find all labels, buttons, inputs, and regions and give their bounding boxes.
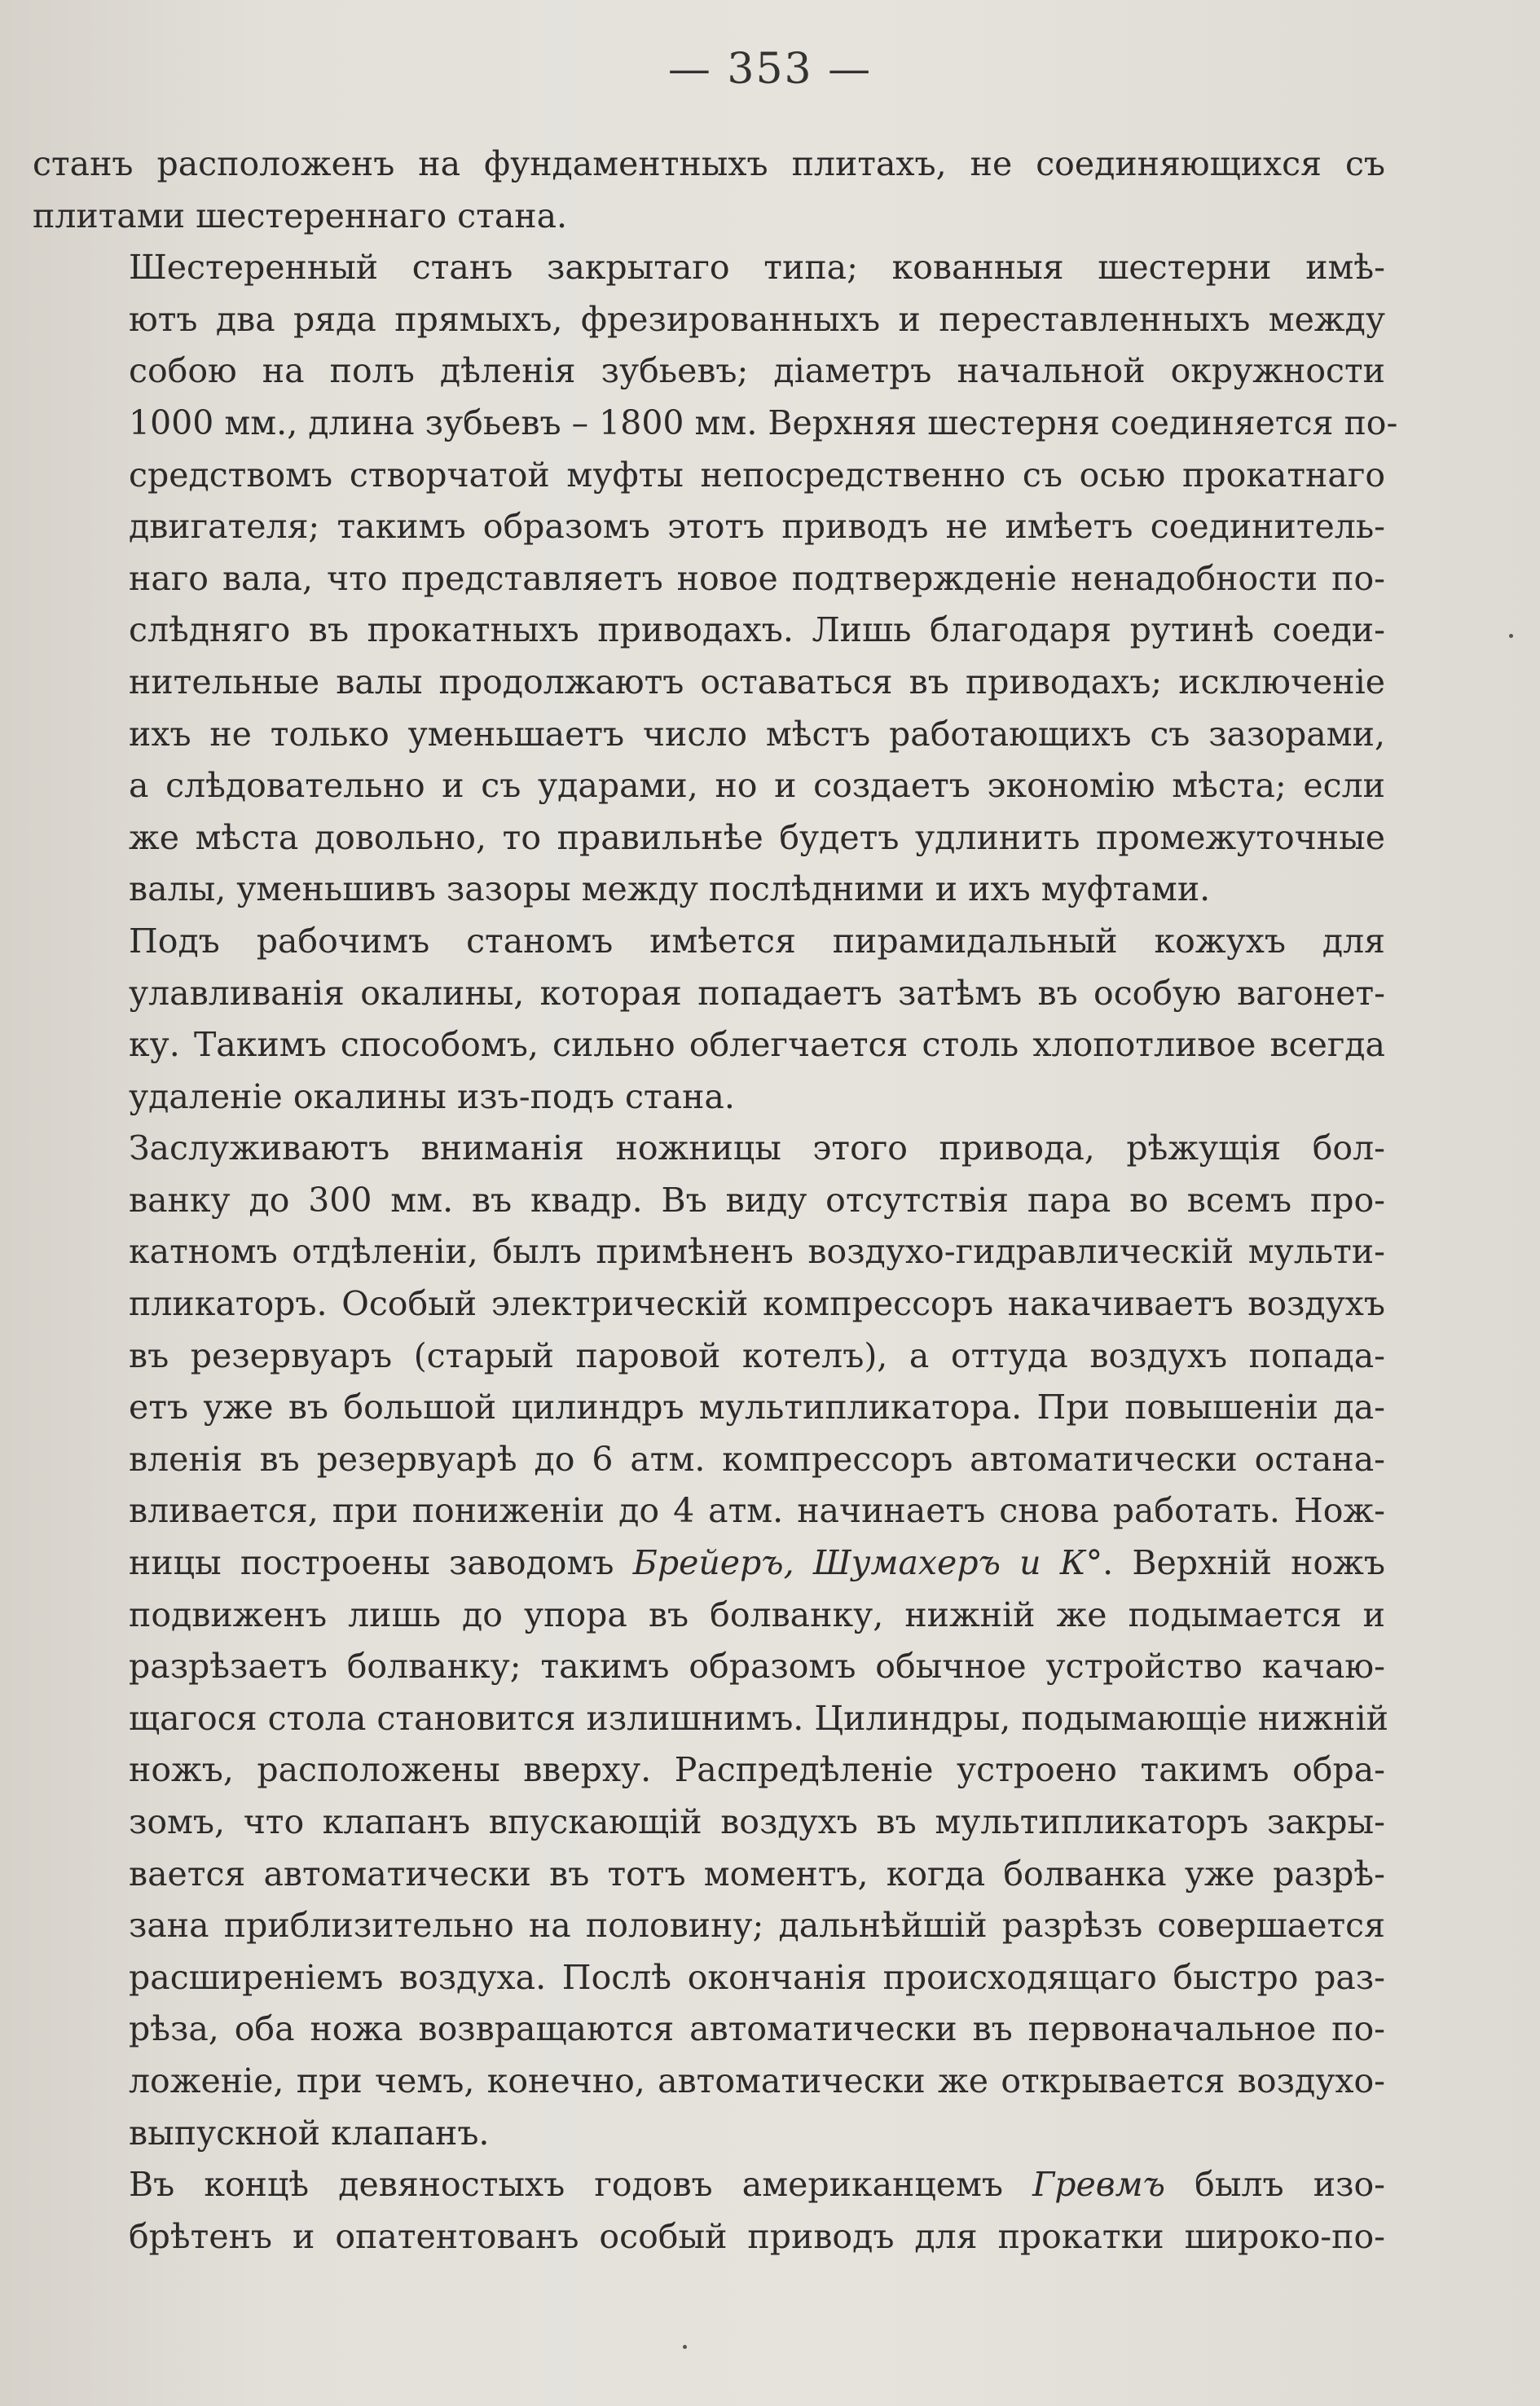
italic-name: Брейеръ, Шумахеръ и К° — [632, 1543, 1103, 1583]
text-line: ванку до 300 мм. въ квадр. Въ виду отсутствія пара во всемъ про- — [129, 1180, 1385, 1220]
text-line: средствомъ створчатой муфты непосредственно съ осью прокатнаго — [129, 455, 1385, 495]
paper-speck — [683, 2345, 687, 2349]
paragraph-5 — [33, 2159, 1385, 2263]
text-line: разрѣзаетъ болванку; такимъ образомъ обычное устройство качаю- — [129, 1647, 1385, 1687]
text-line: щагося стола становится излишнимъ. Цилиндры, подымающіе нижній — [129, 1698, 1388, 1738]
paragraph-1 — [33, 139, 1385, 242]
text-line: плитами шестереннаго стана. — [33, 196, 568, 235]
text-line: ножъ, расположены вверху. Распредѣленіе устроено такимъ обра- — [129, 1750, 1385, 1790]
text-line: выпускной клапанъ. — [129, 2113, 490, 2153]
text-line: же мѣста довольно, то правильнѣе будетъ удлинить промежуточные — [129, 817, 1385, 857]
paper-speck — [1509, 634, 1513, 638]
text-line: ютъ два ряда прямыхъ, фрезированныхъ и переставленныхъ между — [129, 299, 1385, 339]
text-line: а слѣдовательно и съ ударами, но и создаетъ экономію мѣста; если — [129, 766, 1385, 806]
text-line: брѣтенъ и опатентованъ особый приводъ для прокатки широко-по- — [129, 2216, 1385, 2256]
paragraph-3 — [33, 916, 1385, 1123]
body-text — [33, 139, 1398, 2263]
text-line: Заслуживаютъ вниманія ножницы этого привода, рѣжущія бол- — [129, 1128, 1385, 1168]
text-line: ложеніе, при чемъ, конечно, автоматически же открывается воздухо- — [129, 2061, 1385, 2100]
text-line: вливается, при пониженіи до 4 атм. начинаетъ снова работать. Нож- — [129, 1491, 1385, 1531]
paragraph-2 — [33, 242, 1398, 916]
text-line: улавливанія окалины, которая попадаетъ затѣмъ въ особую вагонет- — [129, 973, 1385, 1013]
text-line: етъ уже въ большой цилиндръ мультипликатора. При повышеніи да- — [129, 1388, 1385, 1427]
text-line: зана приблизительно на половину; дальнѣйшій разрѣзъ совершается — [129, 1906, 1385, 1946]
text-line: Подъ рабочимъ станомъ имѣется пирамидальный кожухъ для — [129, 921, 1385, 961]
text-line: 1000 мм., длина зубьевъ – 1800 мм. Верхняя шестерня соединяется по- — [129, 402, 1398, 442]
text-line: ку. Такимъ способомъ, сильно облегчается столь хлопотливое всегда — [129, 1025, 1385, 1065]
text-line: въ резервуаръ (старый паровой котелъ), а оттуда воздухъ попада- — [129, 1335, 1385, 1375]
text-line: двигателя; такимъ образомъ этотъ приводъ не имѣетъ соединитель- — [129, 507, 1385, 547]
text-line: нительные валы продолжаютъ оставаться въ приводахъ; исключеніе — [129, 662, 1385, 702]
text-line: слѣдняго въ прокатныхъ приводахъ. Лишь благодаря рутинѣ соеди- — [129, 610, 1385, 650]
text-line: Шестеренный станъ закрытаго типа; кованныя шестерни имѣ- — [129, 248, 1385, 288]
text-line: зомъ, что клапанъ впускающій воздухъ въ мультипликаторъ закры- — [129, 1802, 1385, 1841]
text-line: расширеніемъ воздуха. Послѣ окончанія происходящаго быстро раз- — [129, 1957, 1385, 1997]
text-line: наго вала, что представляетъ новое подтвержденіе ненадобности по- — [129, 558, 1385, 598]
text-line: удаленіе окалины изъ-подъ стана. — [129, 1076, 735, 1116]
text-line: валы, уменьшивъ зазоры между послѣдними и ихъ муфтами. — [129, 869, 1211, 909]
page-number: — 353 — — [667, 45, 873, 94]
text-line: ихъ не только уменьшаетъ число мѣстъ работающихъ съ зазорами, — [129, 714, 1385, 754]
text-line: вленія въ резервуарѣ до 6 атм. компрессоръ автоматически остана- — [129, 1439, 1385, 1479]
paragraph-4 — [33, 1123, 1388, 2159]
italic-name: Гревмъ — [1032, 2165, 1165, 2205]
text-line: пликаторъ. Особый электрическій компрессоръ накачиваетъ воздухъ — [129, 1284, 1385, 1324]
text-line: вается автоматически въ тотъ моментъ, когда болванка уже разрѣ- — [129, 1854, 1385, 1894]
text-line: рѣза, оба ножа возвращаются автоматически въ первоначальное по- — [129, 2009, 1385, 2049]
text-line: собою на полъ дѣленія зубьевъ; діаметръ начальной окружности — [129, 351, 1385, 391]
text-line: подвиженъ лишь до упора въ болванку, нижній же подымается и — [129, 1594, 1385, 1634]
text-line: катномъ отдѣленіи, былъ примѣненъ воздухо-гидравлическій мульти- — [129, 1232, 1385, 1272]
text-line: ницы построены заводомъ Брейеръ, Шумахеръ и К°. Верхній ножъ — [129, 1543, 1385, 1583]
text-line: Въ концѣ девяностыхъ годовъ американцемъ Гревмъ былъ изо- — [129, 2165, 1385, 2205]
text-line: станъ расположенъ на фундаментныхъ плитахъ, не соединяющихся съ — [33, 144, 1385, 183]
